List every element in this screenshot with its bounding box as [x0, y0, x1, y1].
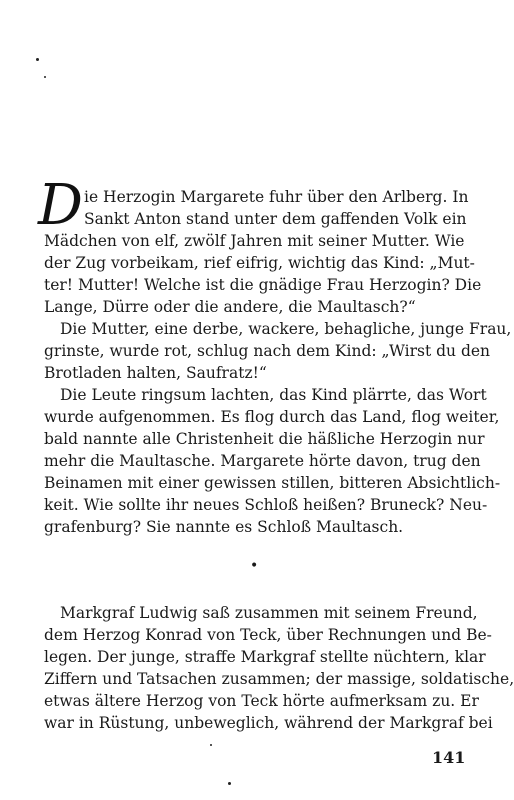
- text-line: Die Mutter, eine derbe, wackere, behagliche, junge Frau,: [60, 320, 512, 338]
- text-line: bald nannte alle Christenheit die häßliche Herzogin nur: [44, 430, 485, 448]
- text-line: dem Herzog Konrad von Teck, über Rechnungen und Be-: [44, 626, 492, 644]
- paper-speck: [36, 58, 39, 61]
- text-line: Markgraf Ludwig saß zusammen mit seinem Freund,: [60, 604, 478, 622]
- text-line: Sankt Anton stand unter dem gaffenden Volk ein: [84, 210, 467, 228]
- text-line: war in Rüstung, unbeweglich, während der Markgraf bei: [44, 714, 493, 732]
- text-line: Mädchen von elf, zwölf Jahren mit seiner Mutter. Wie: [44, 232, 465, 250]
- drop-cap: D: [38, 173, 83, 238]
- text-line: mehr die Maultasche. Margarete hörte davon, trug den: [44, 452, 481, 470]
- text-line: keit. Wie sollte ihr neues Schloß heißen? Bruneck? Neu-: [44, 496, 488, 514]
- text-line: etwas ältere Herzog von Teck hörte aufmerksam zu. Er: [44, 692, 479, 710]
- text-line: wurde aufgenommen. Es flog durch das Land, flog weiter,: [44, 408, 500, 426]
- section-break: •: [250, 558, 259, 574]
- page-number: 141: [432, 748, 466, 767]
- text-line: grinste, wurde rot, schlug nach dem Kind: „Wirst du den: [44, 342, 491, 360]
- text-line: der Zug vorbeikam, rief eifrig, wichtig das Kind: „Mut-: [44, 254, 475, 272]
- text-line: ter! Mutter! Welche ist die gnädige Frau Herzogin? Die: [44, 276, 482, 294]
- paper-speck: [210, 744, 212, 746]
- text-line: Ziffern und Tatsachen zusammen; der massige, soldatische,: [44, 670, 514, 688]
- text-line: ie Herzogin Margarete fuhr über den Arlberg. In: [84, 188, 469, 206]
- paper-speck: [228, 782, 231, 785]
- paper-speck: [44, 76, 46, 78]
- text-line: Brotladen halten, Saufratz!“: [44, 364, 267, 382]
- text-line: Die Leute ringsum lachten, das Kind plärrte, das Wort: [60, 386, 487, 404]
- text-line: Beinamen mit einer gewissen stillen, bitteren Absichtlich-: [44, 474, 501, 492]
- text-line: Lange, Dürre oder die andere, die Maultasch?“: [44, 298, 416, 316]
- text-line: legen. Der junge, straffe Markgraf stellte nüchtern, klar: [44, 648, 486, 666]
- text-line: grafenburg? Sie nannte es Schloß Maultasch.: [44, 518, 404, 536]
